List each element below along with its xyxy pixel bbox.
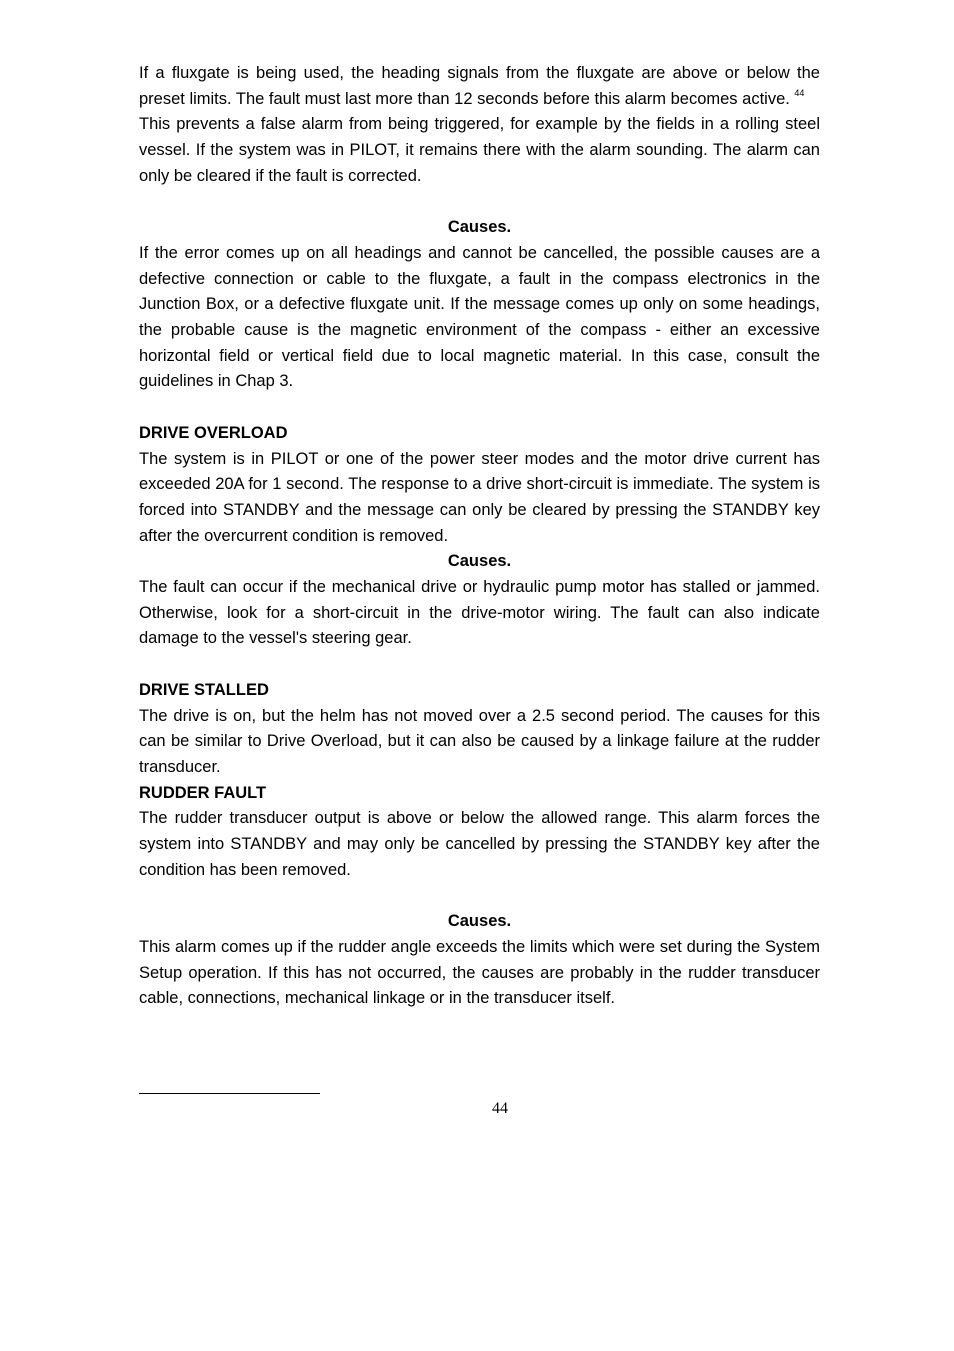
rudder-fault-heading: RUDDER FAULT [139, 783, 267, 802]
causes-heading: Causes. [447, 218, 512, 237]
drive-overload-paragraph: The system is in PILOT or one of the power steer modes and the motor drive current has exceeded 20A for 1 second. The response to a drive short-circuit is immediate. The system is forced into STANDBY and the message can only be cleared by pressing the STANDBY key after the overcurrent condition is removed. [139, 449, 820, 545]
causes-paragraph: The fault can occur if the mechanical drive or hydraulic pump motor has stalled or jammed. Otherwise, look for a short-circuit in the drive-motor wiring. The fault can also indicate damage to the vessel's steering gear. [139, 578, 820, 648]
causes-heading: Causes. [447, 552, 512, 571]
spacer [139, 395, 820, 421]
spacer [139, 652, 820, 678]
rudder-fault-paragraph: The rudder transducer output is above or below the allowed range. This alarm forces the system into STANDBY and may only be cancelled by pressing the STANDBY key after the condition has been removed. [139, 809, 820, 879]
footnote-separator [139, 1093, 320, 1094]
intro-paragraph [139, 61, 820, 112]
drive-overload-heading: DRIVE OVERLOAD [139, 423, 288, 442]
intro-text: If a fluxgate is being used, the heading signals from the fluxgate are above or below the preset limits. The fault must last more than 12 seconds before this alarm becomes active. [139, 64, 820, 108]
footnote-reference[interactable]: 44 [794, 87, 805, 98]
drive-stalled-paragraph: The drive is on, but the helm has not moved over a 2.5 second period. The causes for this can be similar to Drive Overload, but it can also be caused by a linkage failure at the rudder transducer. [139, 706, 820, 776]
spacer [139, 190, 820, 216]
spacer [139, 883, 820, 909]
page-number: 44 [492, 1100, 508, 1117]
causes-heading: Causes. [447, 912, 512, 931]
drive-stalled-heading: DRIVE STALLED [139, 680, 269, 699]
causes-paragraph: This alarm comes up if the rudder angle exceeds the limits which were set during the System Setup operation. If this has not occurred, the causes are probably in the rudder transducer cable, connections, mechanical linkage or in the transducer itself. [139, 937, 820, 1008]
intro-paragraph-2: This prevents a false alarm from being triggered, for example by the fields in a rolling steel vessel. If the system was in PILOT, it remains there with the alarm sounding. The alarm can only be cleared if the fault is corrected. [139, 115, 820, 185]
document-body [139, 61, 820, 1012]
causes-paragraph: If the error comes up on all headings and cannot be cancelled, the possible causes are a defective connection or cable to the fluxgate, a fault in the compass electronics in the Junction Box, or a defective fluxgate unit. If the message comes up only on some headings, the probable cause is the magnetic environment of the compass - either an excessive horizontal field or vertical field due to local magnetic material. In this case, consult the guidelines in Chap 3. [139, 243, 820, 391]
